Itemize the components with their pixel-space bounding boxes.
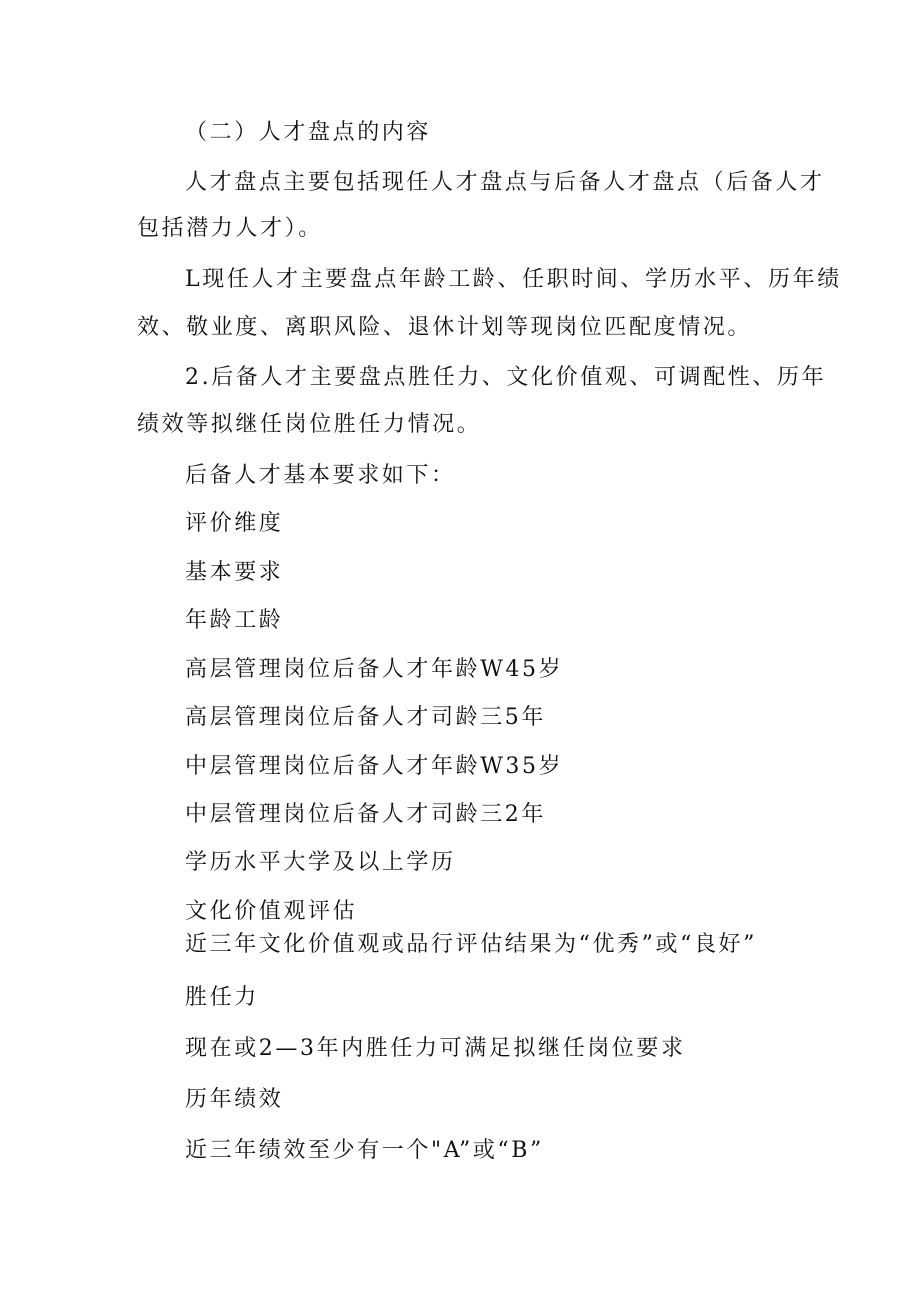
table-line-culture: 文化价值观评估 xyxy=(185,899,358,924)
table-line-competency: 胜任力 xyxy=(185,985,259,1010)
table-line-competency-requirement: 现在或2—3年内胜任力可满足拟继任岗位要求 xyxy=(185,1036,686,1061)
table-line-culture-requirement: 近三年文化价值观或品行评估结果为“优秀”或“良好” xyxy=(185,932,757,957)
requirements-intro: 后备人才基本要求如下： xyxy=(185,463,456,488)
table-line-dimension-header: 评价维度 xyxy=(185,511,284,536)
paragraph-line: 效、敬业度、离职风险、退休计划等现岗位匹配度情况。 xyxy=(137,315,753,340)
section-heading: （二）人才盘点的内容 xyxy=(185,120,432,145)
table-line-requirement-header: 基本要求 xyxy=(185,560,284,585)
table-line-performance-requirement: 近三年绩效至少有一个"A”或“B” xyxy=(185,1138,544,1163)
table-line-age: 年龄工龄 xyxy=(185,608,284,633)
table-line-education: 学历水平大学及以上学历 xyxy=(185,850,456,875)
table-line-senior-age: 高层管理岗位后备人才年龄W45岁 xyxy=(185,657,564,682)
paragraph-line: 绩效等拟继任岗位胜任力情况。 xyxy=(137,412,482,437)
paragraph-line: L现任人才主要盘点年龄工龄、任职时间、学历水平、历年绩 xyxy=(185,267,842,292)
paragraph-line: 包括潜力人才）。 xyxy=(137,216,323,241)
table-line-middle-age: 中层管理岗位后备人才年龄W35岁 xyxy=(185,754,564,779)
table-line-senior-tenure: 高层管理岗位后备人才司龄三5年 xyxy=(185,705,546,730)
table-line-performance: 历年绩效 xyxy=(185,1087,284,1112)
paragraph-line: 人才盘点主要包括现任人才盘点与后备人才盘点（后备人才 xyxy=(185,170,825,195)
paragraph-line: 2.后备人才主要盘点胜任力、文化价值观、可调配性、历年 xyxy=(185,365,827,390)
table-line-middle-tenure: 中层管理岗位后备人才司龄三2年 xyxy=(185,802,546,827)
